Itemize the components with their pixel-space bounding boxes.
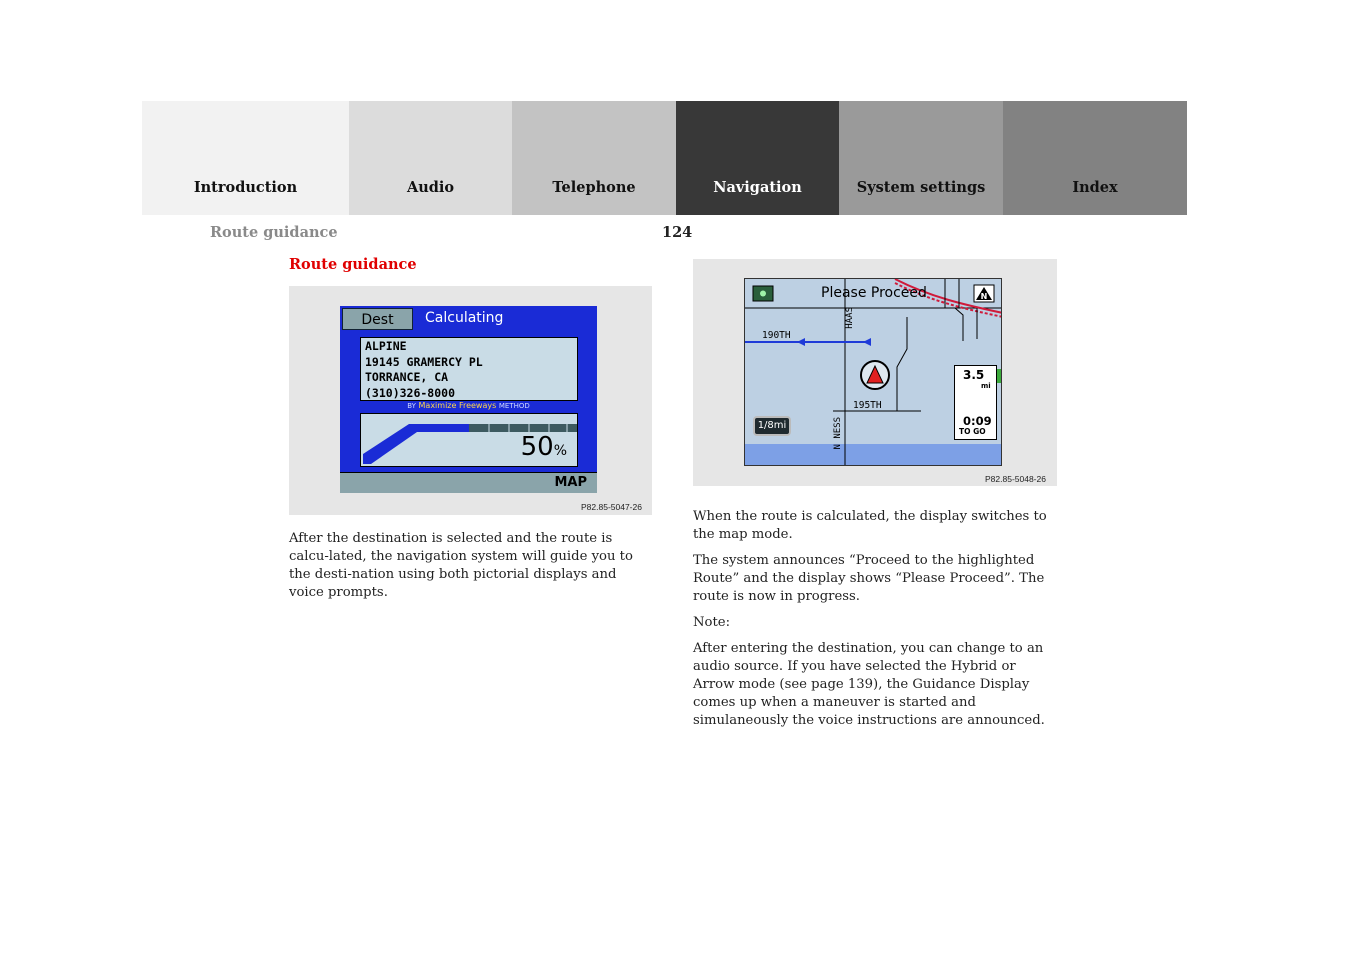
progress-remaining [469, 424, 577, 432]
paragraph-map-mode: When the route is calculated, the display switches to the map mode. [693, 509, 1047, 542]
progress-box [360, 413, 578, 467]
address-box [360, 337, 578, 401]
distance-unit: mi [981, 382, 991, 390]
address-line: ALPINE [365, 339, 407, 353]
guidance-message: Please Proceed [821, 285, 927, 301]
tab-label: System settings [856, 179, 986, 196]
note-paragraph: After entering the destination, you can change to an audio source. If you have selected the Hybrid or Arrow mode (see page 139), the Guidance Display comes up when a maneuver is started and simulaneously the voice instructions are announced. [693, 641, 1045, 728]
progress-fill [409, 424, 439, 432]
nav-screen-map [744, 278, 1002, 466]
tab-label: Audio [406, 179, 455, 196]
street-label-haas: HAAS [845, 307, 855, 329]
method-value: Maximize Freeways [418, 401, 497, 410]
tab-label: Index [1072, 179, 1118, 196]
distance-value: 3.5 [963, 368, 985, 382]
street-label-190th: 190TH [762, 330, 791, 341]
tab-label: Telephone [552, 179, 636, 196]
address-line: 19145 GRAMERCY PL [365, 354, 483, 369]
compass-letter: N [980, 292, 988, 301]
map-bottom-band [745, 444, 1002, 466]
tab-index[interactable] [1003, 101, 1187, 215]
status-label: Calculating [425, 310, 504, 326]
percent-value: 50 [520, 432, 554, 462]
tab-label: Introduction [193, 179, 298, 196]
tab-navigation[interactable] [676, 101, 839, 215]
tab-system-settings[interactable] [839, 101, 1003, 215]
time-label: TO GO [959, 427, 986, 436]
screen-status-bar [340, 472, 597, 493]
map-screen-figure [693, 259, 1057, 486]
calculating-screen-figure [289, 286, 652, 515]
page-heading: Route guidance [289, 256, 417, 273]
tab-introduction[interactable] [142, 101, 349, 215]
nav-screen-calculating [340, 306, 597, 493]
chapter-tabs [142, 101, 1187, 215]
route-info-box [954, 365, 997, 440]
method-prefix: BY [407, 402, 416, 410]
note-label: Note: [693, 615, 731, 630]
figure-caption: P82.85-5047-26 [581, 502, 642, 512]
street-label-ness: N NESS [833, 417, 843, 450]
progress-percent [521, 432, 567, 462]
paragraph-announcement: The system announces “Proceed to the highlighted Route” and the display shows “Please Proceed”. The route is now in progress. [693, 553, 1045, 604]
street-label-195th: 195TH [853, 400, 882, 411]
tab-telephone[interactable] [512, 101, 676, 215]
tab-audio[interactable] [349, 101, 512, 215]
map-scale-button[interactable]: 1/8mi [753, 416, 791, 436]
method-suffix: METHOD [498, 402, 530, 410]
dest-tab[interactable]: Dest [342, 308, 413, 330]
page-number: 124 [662, 224, 693, 241]
address-line: TORRANCE, CA [365, 370, 449, 384]
intro-paragraph: After the destination is selected and the route is calcu-lated, the navigation system will guide you to the desti-nation using both pictorial displays and voice prompts. [289, 531, 633, 600]
address-line: (310)326-8000 [365, 385, 456, 400]
percent-unit: % [553, 443, 567, 459]
figure-caption: P82.85-5048-26 [985, 474, 1046, 484]
route-method [340, 401, 597, 410]
tab-label: Navigation [713, 179, 802, 196]
time-to-go: 0:09 [963, 414, 992, 428]
map-button[interactable]: MAP [554, 475, 587, 490]
section-header: Route guidance [210, 224, 338, 241]
